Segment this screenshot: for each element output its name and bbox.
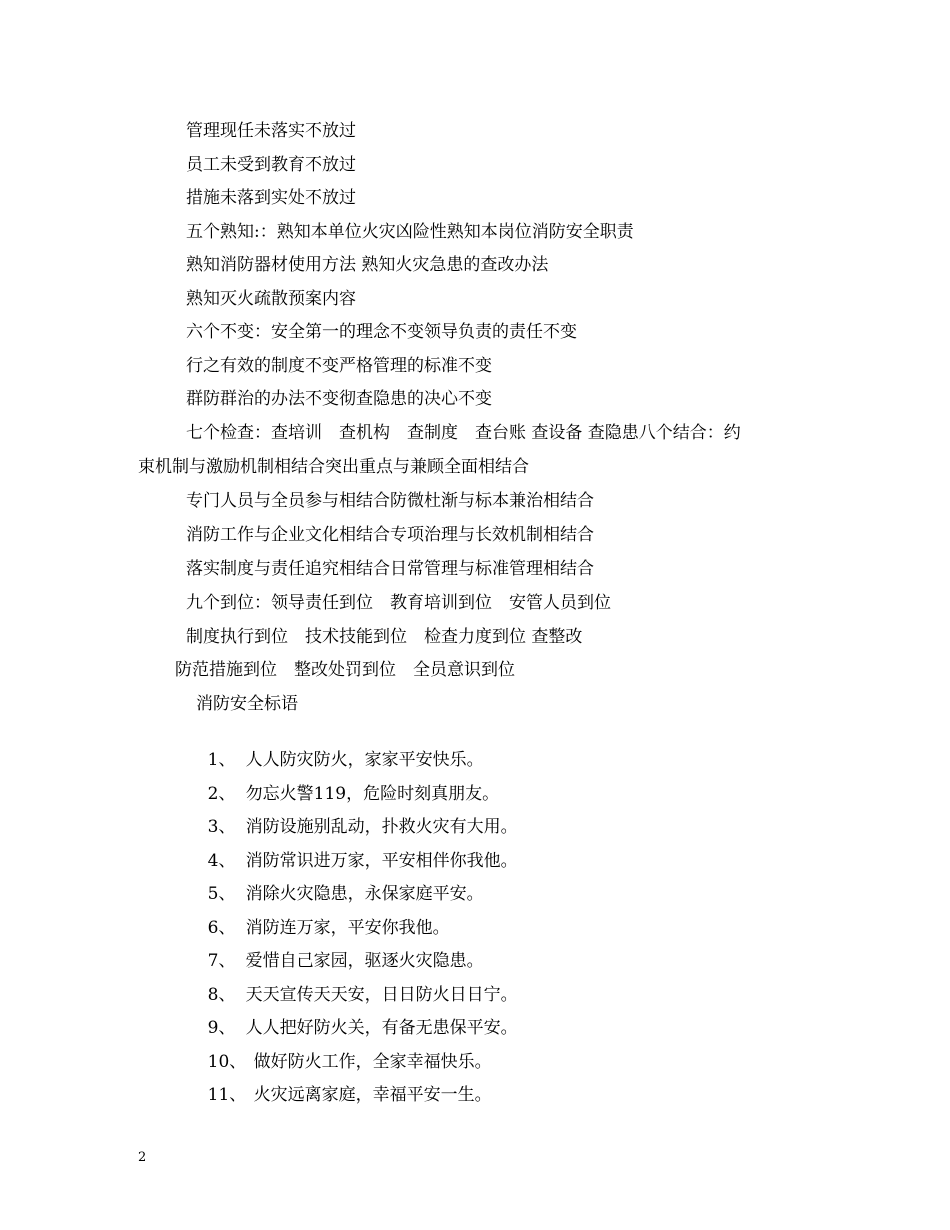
slogan-number: 10、 [207,1052,247,1072]
slogan-number: 6、 [207,918,236,938]
slogan-number: 7、 [207,951,236,971]
slogan-text: 消防连万家，平安你我他。 [245,918,450,938]
slogan-text: 爱惜自己家园，驱逐火灾隐患。 [245,951,484,971]
text-line: 落实制度与责任追究相结合日常管理与标准管理相结合 [186,559,594,579]
text-line: 五个熟知:：熟知本单位火灾凶险性熟知本岗位消防安全职责 [186,222,634,242]
slogan-number: 11、 [207,1085,247,1105]
text-line: 七个检查：查培训 查机构 查制度 查台账 查设备 查隐患八个结合：约 [186,423,741,443]
slogan-text: 勿忘火警119，危险时刻真朋友。 [245,784,500,804]
slogan-number: 1、 [207,750,236,770]
slogan-item [186,1062,492,1128]
slogan-number: 9、 [207,1018,236,1038]
slogan-text: 做好防火工作，全家幸福快乐。 [253,1052,492,1072]
text-line: 熟知消防器材使用方法 熟知火灾急患的查改办法 [186,255,549,275]
text-line: 六个不变：安全第一的理念不变领导负责的责任不变 [186,322,577,342]
text-line: 熟知灭火疏散预案内容 [186,289,356,309]
slogan-text: 消除火灾隐患，永保家庭平安。 [245,884,484,904]
text-line: 管理现任未落实不放过 [186,121,356,141]
text-line: 行之有效的制度不变严格管理的标准不变 [186,356,492,376]
text-line: 防范措施到位 整改处罚到位 全员意识到位 [175,660,515,680]
text-line: 群防群治的办法不变彻查隐患的决心不变 [186,389,492,409]
text-line: 九个到位：领导责任到位 教育培训到位 安管人员到位 [186,593,611,613]
page-number: 2 [138,1150,147,1165]
slogan-text: 人人把好防火关，有备无患保平安。 [245,1018,518,1038]
slogan-text: 天天宣传天天安，日日防火日日宁。 [245,985,518,1005]
slogan-text: 人人防灾防火，家家平安快乐。 [245,750,484,770]
slogan-number: 5、 [207,884,236,904]
slogan-text: 消防常识进万家，平安相伴你我他。 [245,851,518,871]
text-line: 消防工作与企业文化相结合专项治理与长效机制相结合 [186,525,594,545]
text-line: 措施未落到实处不放过 [186,188,356,208]
section-heading: 消防安全标语 [196,694,298,714]
text-line: 束机制与激励机制相结合突出重点与兼顾全面相结合 [138,457,529,477]
slogan-number: 2、 [207,784,236,804]
text-line: 制度执行到位 技术技能到位 检查力度到位 查整改 [186,627,583,647]
slogan-number: 3、 [207,817,236,837]
slogan-number: 4、 [207,851,236,871]
text-line: 员工未受到教育不放过 [186,155,356,175]
slogan-text: 消防设施别乱动，扑救火灾有大用。 [245,817,518,837]
slogan-text: 火灾远离家庭，幸福平安一生。 [253,1085,492,1105]
slogan-number: 8、 [207,985,236,1005]
text-line: 专门人员与全员参与相结合防微杜渐与标本兼治相结合 [186,491,594,511]
